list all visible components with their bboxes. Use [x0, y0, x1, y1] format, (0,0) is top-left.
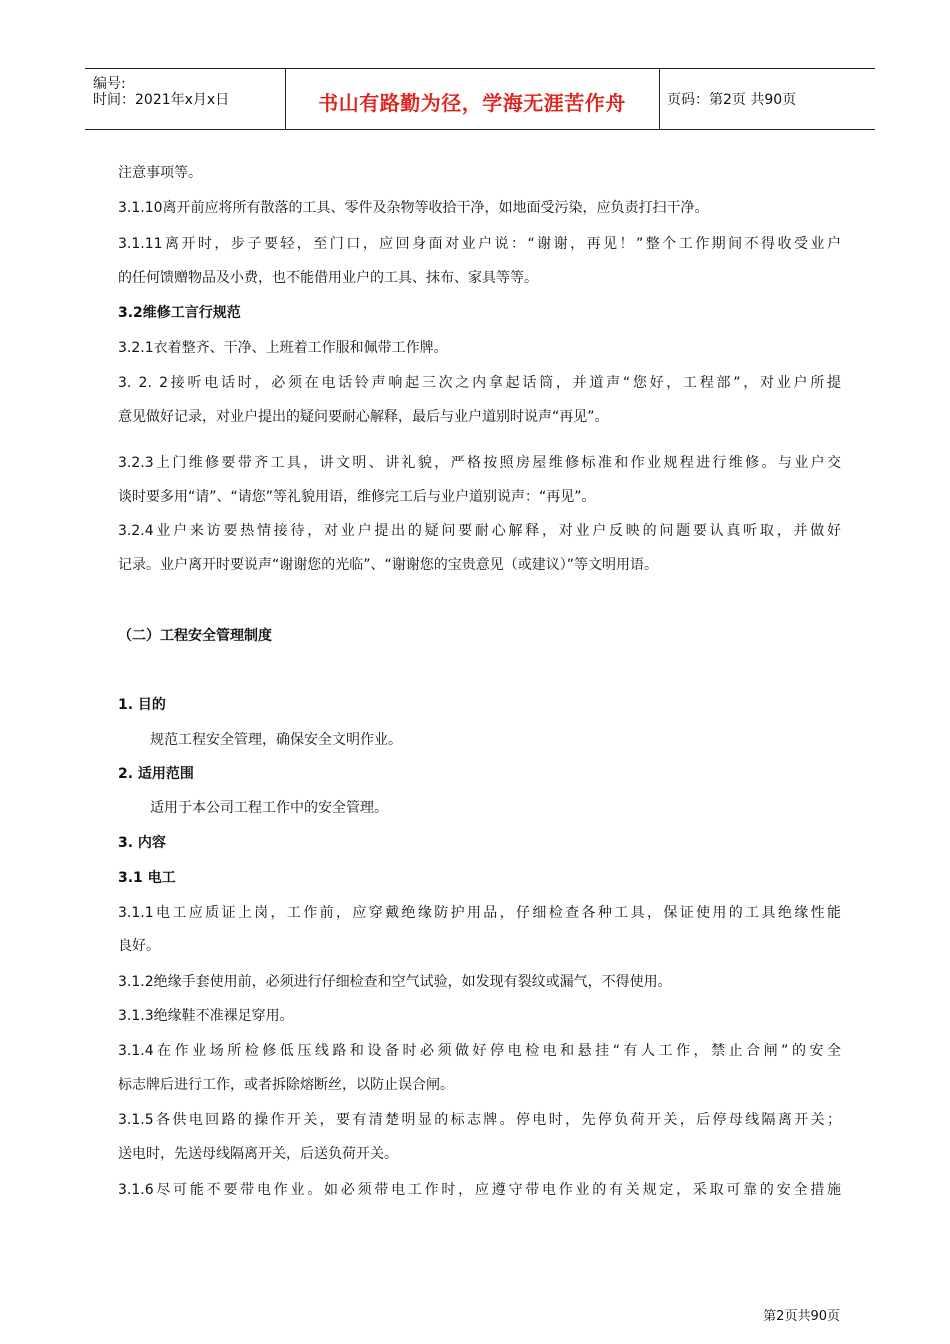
text-line: 3.1.5各供电回路的操作开关，要有清楚明显的标志牌。停电时，先停负荷开关，后停母线隔离开关；	[118, 1112, 841, 1128]
section-heading: 3.1 电工	[118, 870, 176, 886]
text-line: 良好。	[118, 938, 160, 954]
text-line: 3. 2. 2接听电话时，必须在电话铃声响起三次之内拿起话筒，并道声“您好，工程部”，对业户所提	[118, 375, 841, 391]
page-number-label: 页码：第2页 共90页	[667, 92, 797, 108]
text-line: 适用于本公司工程工作中的安全管理。	[150, 800, 388, 816]
text-line: 3.1.2绝缘手套使用前，必须进行仔细检查和空气试验，如发现有裂纹或漏气，不得使用。	[118, 974, 672, 990]
text-line: 3.1.10离开前应将所有散落的工具、零件及杂物等收拾干净，如地面受污染，应负责打扫干净。	[118, 200, 709, 216]
section-heading: 2. 适用范围	[118, 766, 194, 782]
text-line: 3.1.3绝缘鞋不准裸足穿用。	[118, 1008, 294, 1024]
text-line: 规范工程安全管理，确保安全文明作业。	[150, 732, 402, 748]
motto-text: 书山有路勤为径，学海无涯苦作舟	[318, 91, 626, 115]
text-line: 标志牌后进行工作，或者拆除熔断丝，以防止误合闸。	[118, 1077, 454, 1093]
document-number-label: 编号:	[93, 76, 126, 92]
text-line: 3.2.4业户来访要热情接待，对业户提出的疑问要耐心解释，对业户反映的问题要认真听取，并做好	[118, 523, 841, 539]
section-heading: 3.2维修工言行规范	[118, 305, 241, 321]
page-footer: 第2页共90页	[763, 1309, 840, 1324]
date-label: 时间：2021年x月x日	[93, 92, 230, 108]
text-line: 3.2.3上门维修要带齐工具，讲文明、讲礼貌，严格按照房屋维修标准和作业规程进行维修。与业户交	[118, 455, 841, 471]
text-line: 3.1.11离开时，步子要轻，至门口，应回身面对业户说：“谢谢，再见！”整个工作期间不得收受业户	[118, 236, 841, 252]
text-line: 记录。业户离开时要说声“谢谢您的光临”、“谢谢您的宝贵意见（或建议）”等文明用语。	[118, 557, 659, 573]
text-line: 3.1.1电工应质证上岗，工作前，应穿戴绝缘防护用品，仔细检查各种工具，保证使用的工具绝缘性能	[118, 905, 841, 921]
text-line: 3.2.1衣着整齐、干净、上班着工作服和佩带工作牌。	[118, 340, 448, 356]
text-line: 的任何馈赠物品及小费，也不能借用业户的工具、抹布、家具等等。	[118, 270, 538, 286]
text-line: 意见做好记录，对业户提出的疑问要耐心解释，最后与业户道别时说声“再见”。	[118, 409, 609, 425]
page-header	[85, 68, 875, 130]
text-line: 3.1.4在作业场所检修低压线路和设备时必须做好停电检电和悬挂“有人工作，禁止合闸”的安全	[118, 1043, 841, 1059]
text-line: 3.1.6尽可能不要带电作业。如必须带电工作时，应遵守带电作业的有关规定，采取可靠的安全措施	[118, 1182, 841, 1198]
text-line: 谈时要多用“请”、“请您”等礼貌用语，维修完工后与业户道别说声：“再见”。	[118, 489, 596, 505]
header-info-cell	[85, 69, 286, 129]
header-motto-cell	[285, 69, 660, 129]
header-page-cell	[659, 69, 875, 129]
chapter-heading: （二）工程安全管理制度	[118, 628, 272, 644]
text-line: 送电时，先送母线隔离开关，后送负荷开关。	[118, 1146, 398, 1162]
section-heading: 1. 目的	[118, 697, 166, 713]
text-line: 注意事项等。	[118, 165, 202, 181]
section-heading: 3. 内容	[118, 835, 166, 851]
